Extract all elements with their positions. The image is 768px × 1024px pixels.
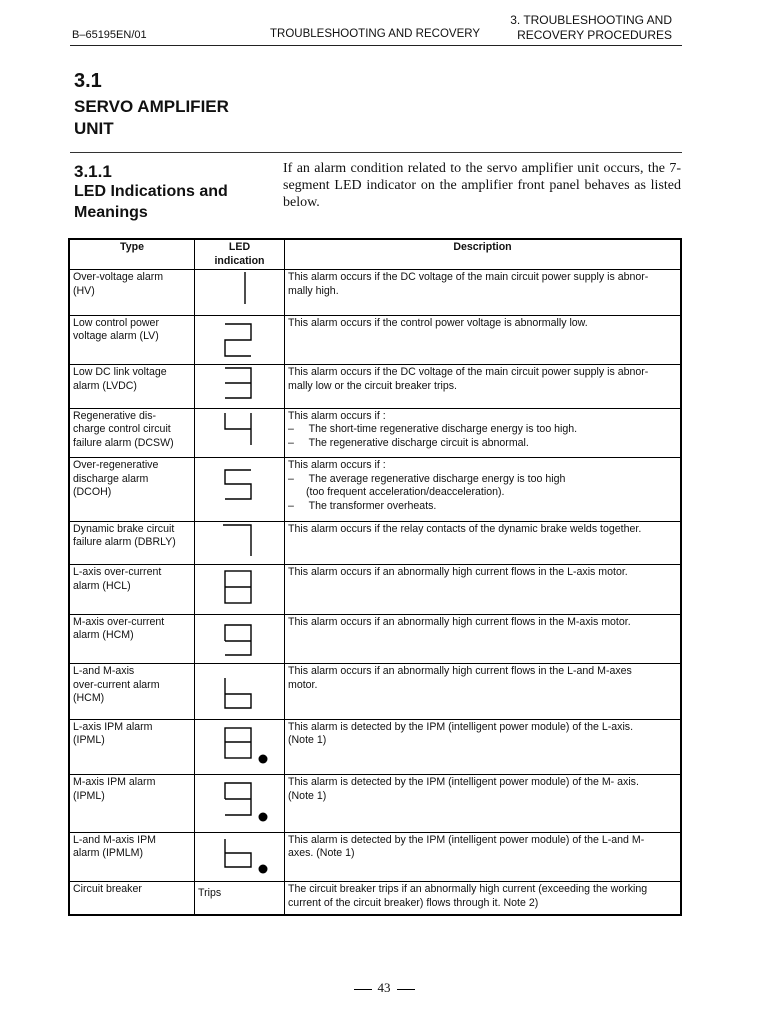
led-digit-7-icon bbox=[195, 522, 278, 560]
description-cell bbox=[285, 270, 682, 316]
table-row bbox=[69, 775, 681, 833]
description-line: This alarm occurs if the relay contacts of the dynamic brake welds together. bbox=[288, 522, 642, 535]
bullet-text: The average regenerative discharge energy is too high bbox=[308, 472, 566, 485]
subsection-title-line2: Meanings bbox=[74, 204, 148, 221]
led-cell bbox=[195, 832, 285, 882]
description-cell bbox=[285, 719, 682, 775]
type-line: alarm (HCM) bbox=[73, 629, 134, 641]
type-line: failure alarm (DCSW) bbox=[73, 436, 174, 449]
description-cell bbox=[285, 664, 682, 720]
description-line: mally high. bbox=[288, 284, 339, 297]
header-led-line2: indication bbox=[214, 254, 265, 267]
description-line: This alarm occurs if an abnormally high current flows in the L-and M-axes bbox=[288, 665, 632, 677]
description-line: (Note 1) bbox=[288, 734, 327, 746]
type-line: failure alarm (DBRLY) bbox=[73, 536, 176, 548]
description-line: This alarm is detected by the IPM (intelligent power module) of the L-axis. bbox=[288, 720, 634, 733]
led-cell bbox=[195, 270, 285, 316]
led-cell bbox=[195, 521, 285, 565]
description-cell bbox=[285, 614, 682, 664]
type-line: Circuit breaker bbox=[73, 883, 142, 895]
description-cell bbox=[285, 521, 682, 565]
type-line: charge control circuit bbox=[73, 423, 171, 435]
type-line: M-axis IPM alarm bbox=[73, 776, 156, 788]
table-row bbox=[69, 458, 681, 522]
led-digit-2-icon bbox=[195, 316, 278, 360]
led-cell bbox=[195, 775, 285, 833]
type-line: L-axis IPM alarm bbox=[73, 720, 153, 733]
header-led bbox=[195, 239, 285, 270]
page-footer bbox=[0, 980, 768, 996]
led-digit-1-icon bbox=[195, 270, 278, 310]
type-cell bbox=[69, 882, 195, 915]
section-title-line1: SERVO AMPLIFIER bbox=[74, 97, 229, 116]
table-header-row bbox=[69, 239, 681, 270]
led-digit-b-icon bbox=[195, 664, 278, 714]
description-cell bbox=[285, 882, 682, 915]
running-section-title: TROUBLESHOOTING AND RECOVERY bbox=[270, 28, 481, 40]
section-title bbox=[74, 96, 274, 140]
type-line: alarm (IPMLM) bbox=[73, 847, 144, 859]
description-bullet: – The regenerative discharge circuit is abnormal. bbox=[288, 436, 529, 449]
table-row bbox=[69, 832, 681, 882]
led-text: Trips bbox=[198, 887, 222, 899]
type-cell bbox=[69, 408, 195, 458]
description-cell bbox=[285, 365, 682, 409]
led-cell bbox=[195, 664, 285, 720]
description-line: This alarm occurs if an abnormally high current flows in the M-axis motor. bbox=[288, 615, 631, 628]
type-line: (HCM) bbox=[73, 692, 105, 704]
description-line: This alarm occurs if an abnormally high current flows in the L-axis motor. bbox=[288, 566, 628, 578]
intro-paragraph: If an alarm condition related to the servo amplifier unit occurs, the 7-segment LED indicator on the amplifier front panel behaves as listed below. bbox=[283, 161, 681, 210]
subsection-number: 3.1.1 bbox=[74, 162, 112, 181]
description-line: This alarm occurs if : bbox=[288, 409, 386, 422]
description-line: This alarm is detected by the IPM (intelligent power module) of the L-and M- bbox=[288, 833, 645, 846]
type-cell bbox=[69, 614, 195, 664]
led-cell bbox=[195, 614, 285, 664]
header-rule bbox=[70, 45, 682, 46]
type-line: Over-voltage alarm bbox=[73, 271, 164, 283]
description-line: This alarm is detected by the IPM (intelligent power module) of the M- axis. bbox=[288, 776, 639, 788]
type-cell bbox=[69, 365, 195, 409]
type-line: Low DC link voltage bbox=[73, 366, 167, 378]
type-line: (IPML) bbox=[73, 789, 105, 802]
bullet-text: The regenerative discharge circuit is abnormal. bbox=[308, 436, 529, 449]
table-row bbox=[69, 565, 681, 615]
description-cell bbox=[285, 458, 682, 522]
led-digit-4-icon bbox=[195, 409, 278, 453]
description-cell bbox=[285, 832, 682, 882]
table-row bbox=[69, 315, 681, 365]
type-cell bbox=[69, 315, 195, 365]
description-line: The circuit breaker trips if an abnormally high current (exceeding the working bbox=[288, 883, 648, 895]
header-led-line1: LED bbox=[228, 241, 251, 253]
led-cell bbox=[195, 365, 285, 409]
chapter-title-line1: 3. TROUBLESHOOTING AND bbox=[510, 13, 672, 27]
description-line: current of the circuit breaker) flows through it. Note 2) bbox=[288, 896, 539, 909]
type-line: M-axis over-current bbox=[73, 615, 165, 628]
table-row bbox=[69, 408, 681, 458]
led-digit-8-dot-icon bbox=[195, 720, 278, 770]
header-description: Description bbox=[285, 239, 682, 270]
led-digit-9-dot-icon bbox=[195, 775, 278, 827]
led-digit-b-dot-icon bbox=[195, 833, 278, 877]
chapter-title-line2: RECOVERY PROCEDURES bbox=[517, 28, 672, 42]
type-cell bbox=[69, 832, 195, 882]
type-line: Dynamic brake circuit bbox=[73, 522, 175, 535]
footer-dash bbox=[354, 989, 372, 990]
type-line: L-axis over-current bbox=[73, 566, 162, 578]
description-cell bbox=[285, 775, 682, 833]
led-indication-table bbox=[68, 238, 682, 916]
description-line: This alarm occurs if the control power voltage is abnormally low. bbox=[288, 316, 588, 329]
table-row bbox=[69, 882, 681, 915]
led-digit-5-icon bbox=[195, 458, 278, 516]
led-digit-8-icon bbox=[195, 565, 278, 609]
description-bullet: – The transformer overheats. bbox=[288, 499, 437, 512]
type-line: alarm (LVDC) bbox=[73, 379, 137, 392]
type-line: Over-regenerative bbox=[73, 459, 159, 471]
led-cell bbox=[195, 719, 285, 775]
table-row bbox=[69, 365, 681, 409]
type-line: over-current alarm bbox=[73, 678, 160, 691]
type-line: discharge alarm bbox=[73, 472, 149, 485]
section-number: 3.1 bbox=[74, 70, 102, 92]
section-title-line2: UNIT bbox=[74, 119, 114, 138]
description-cell bbox=[285, 565, 682, 615]
led-cell bbox=[195, 458, 285, 522]
type-line: voltage alarm (LV) bbox=[73, 330, 159, 342]
table-row bbox=[69, 719, 681, 775]
doc-id: B–65195EN/01 bbox=[72, 29, 147, 41]
description-line: This alarm occurs if : bbox=[288, 459, 386, 471]
led-cell bbox=[195, 408, 285, 458]
description-line: mally low or the circuit breaker trips. bbox=[288, 379, 457, 392]
page-number: 43 bbox=[377, 980, 391, 995]
type-cell bbox=[69, 270, 195, 316]
type-cell bbox=[69, 565, 195, 615]
description-cell bbox=[285, 315, 682, 365]
table-row bbox=[69, 664, 681, 720]
led-cell bbox=[195, 315, 285, 365]
table-row bbox=[69, 614, 681, 664]
description-line: axes. (Note 1) bbox=[288, 847, 355, 859]
type-cell bbox=[69, 719, 195, 775]
type-line: (IPML) bbox=[73, 734, 105, 746]
type-line: (DCOH) bbox=[73, 486, 112, 498]
description-line: motor. bbox=[288, 678, 318, 691]
bullet-text: The transformer overheats. bbox=[308, 499, 437, 512]
led-cell bbox=[195, 882, 285, 915]
type-cell bbox=[69, 664, 195, 720]
type-line: L-and M-axis IPM bbox=[73, 833, 157, 846]
description-line: This alarm occurs if the DC voltage of the main circuit power supply is abnor- bbox=[288, 271, 649, 283]
type-line: Regenerative dis- bbox=[73, 409, 157, 422]
description-line: (Note 1) bbox=[288, 789, 327, 802]
led-digit-9-icon bbox=[195, 615, 278, 659]
table-row bbox=[69, 270, 681, 316]
type-line: alarm (HCL) bbox=[73, 579, 131, 592]
led-digit-3-icon bbox=[195, 365, 278, 403]
description-bullet: – The average regenerative discharge energy is too high bbox=[288, 472, 566, 485]
type-line: (HV) bbox=[73, 284, 95, 297]
section-rule bbox=[70, 152, 682, 153]
description-cell bbox=[285, 408, 682, 458]
type-cell bbox=[69, 775, 195, 833]
type-line: L-and M-axis bbox=[73, 665, 135, 677]
footer-dash bbox=[397, 989, 415, 990]
type-cell bbox=[69, 521, 195, 565]
type-line: Low control power bbox=[73, 316, 159, 329]
bullet-continuation: (too frequent acceleration/deacceleration). bbox=[306, 486, 505, 498]
subsection-title bbox=[74, 181, 274, 223]
subsection-title-line1: LED Indications and bbox=[74, 183, 228, 200]
type-cell bbox=[69, 458, 195, 522]
header-type: Type bbox=[69, 239, 195, 270]
description-bullet: – The short-time regenerative discharge energy is too high. bbox=[288, 423, 578, 435]
led-cell bbox=[195, 565, 285, 615]
chapter-title bbox=[510, 13, 672, 43]
bullet-text: The short-time regenerative discharge energy is too high. bbox=[308, 423, 578, 435]
description-line: This alarm occurs if the DC voltage of the main circuit power supply is abnor- bbox=[288, 366, 649, 378]
table-row bbox=[69, 521, 681, 565]
